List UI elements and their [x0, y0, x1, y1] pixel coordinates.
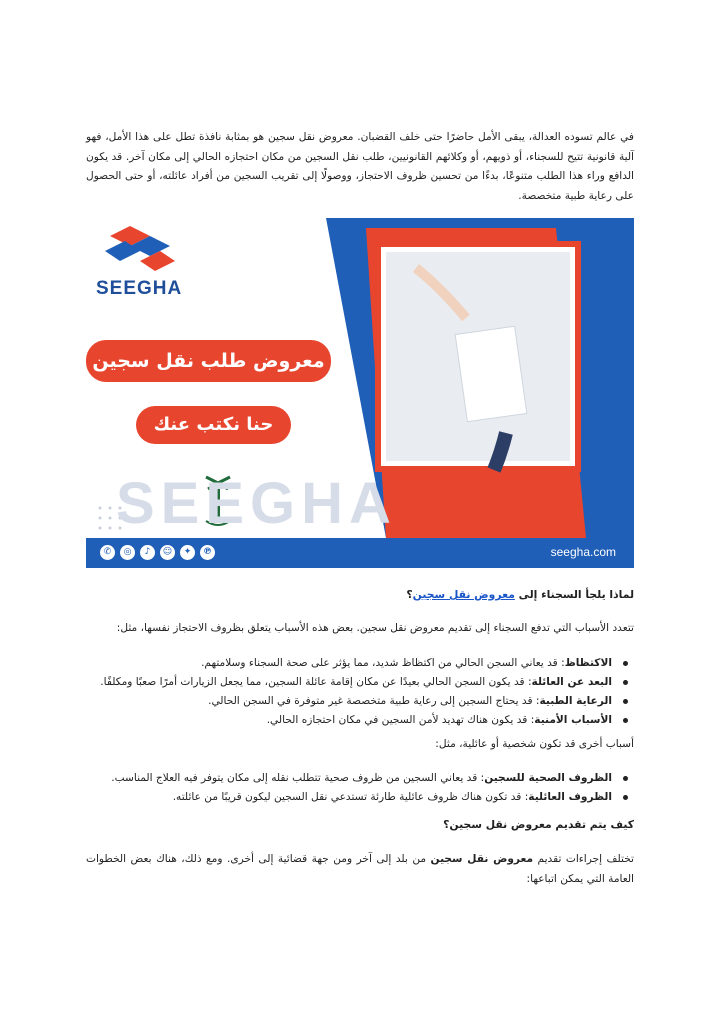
banner-headline: معروض طلب نقل سجين — [86, 340, 331, 382]
banner-footer — [86, 538, 634, 568]
pinterest-icon[interactable]: ℗ — [200, 545, 215, 560]
snapchat-icon[interactable]: ☺ — [160, 545, 175, 560]
list-item — [52, 692, 612, 711]
section1-intro: تتعدد الأسباب التي تدفع السجناء إلى تقديم معروض نقل سجين. بعض هذه الأسباب يتعلق بظروف الاحتجاز نفسها، مثل: — [116, 622, 634, 634]
list-item — [52, 673, 612, 692]
tiktok-icon[interactable]: ♪ — [140, 545, 155, 560]
text-after: من بلد إلى آخر ومن جهة قضائية إلى أخرى. ومع ذلك، هناك بعض الخطوات العامة التي يمكن اتباعها: — [86, 853, 634, 885]
brand-watermark: SEEGHA — [116, 471, 397, 536]
item-term: الاكتظاظ — [564, 657, 612, 669]
item-text: : قد يعاني السجن الحالي من اكتظاظ شديد، مما يؤثر على صحة السجناء وسلامتهم. — [201, 657, 565, 669]
heading-prefix: لماذا يلجأ السجناء إلى — [514, 588, 634, 601]
text-bold: معروض نقل سجين — [430, 853, 534, 865]
item-text: : قد يكون السجن الحالي بعيدًا عن مكان إقامة عائلة السجين، مما يجعل الزيارات أمرًا صعبًا ومكلفًا. — [100, 676, 532, 688]
item-term: الرعاية الطبية — [539, 695, 612, 707]
brand-logo-text: SEEGHA — [96, 278, 183, 299]
heading-link[interactable]: معروض نقل سجين — [412, 588, 515, 601]
list-item — [52, 654, 612, 673]
website-label: seegha.com — [550, 545, 616, 559]
heading-suffix: ؟ — [406, 588, 413, 601]
instagram-icon[interactable]: ◎ — [120, 545, 135, 560]
item-text: : قد تكون هناك ظروف عائلية طارئة تستدعي نقل السجين ليكون قريبًا من عائلته. — [172, 791, 529, 803]
section2-heading: كيف يتم تقديم معروض نقل سجين؟ — [443, 818, 634, 831]
twitter-icon[interactable]: ✦ — [180, 545, 195, 560]
list-item — [52, 711, 612, 730]
item-text: : قد يحتاج السجين إلى رعاية طبية متخصصة غير متوفرة في السجن الحالي. — [208, 695, 540, 707]
list-item — [52, 788, 612, 807]
other-reasons-list — [52, 769, 634, 807]
item-term: الظروف الصحية للسجين — [484, 772, 612, 784]
intro-paragraph: في عالم تسوده العدالة، يبقى الأمل حاضرًا حتى خلف القضبان. معروض نقل سجين هو بمثابة نافذة تطل على هذا الأمل، فهو آلية قانونية تتيح للسجناء، أو ذويهم، أو وكلائهم القانونيين، طلب نقل السجين من مكان احتجازه الحالي إلى مكان آخر. قد يكون الدافع وراء هذا الطلب متنوعًا، بدءًا من تحسين ظروف الاحتجاز، ووصولًا إلى تقريب السجين من أفراد عائلته، أو حتى الحصول على رعاية طبية متخصصة. — [86, 131, 634, 202]
item-term: الظروف العائلية — [528, 791, 612, 803]
item-term: الأسباب الأمنية — [534, 714, 612, 726]
banner-tagline: حنا نكتب عنك — [136, 406, 291, 444]
text-before: تختلف إجراءات تقديم — [533, 853, 634, 865]
social-icons — [100, 545, 215, 560]
whatsapp-icon[interactable]: ✆ — [100, 545, 115, 560]
item-term: البعد عن العائلة — [531, 676, 612, 688]
item-text: : قد يعاني السجين من ظروف صحية تتطلب نقله إلى مكان يتوفر فيه العلاج المناسب. — [111, 772, 485, 784]
section1-heading — [406, 588, 634, 601]
item-text: : قد يكون هناك تهديد لأمن السجين في مكان احتجازه الحالي. — [266, 714, 535, 726]
reasons-list — [52, 654, 634, 730]
section2-paragraph — [86, 850, 634, 889]
list-item — [52, 769, 612, 788]
other-reasons-intro: أسباب أخرى قد تكون شخصية أو عائلية، مثل: — [435, 738, 634, 750]
promo-banner — [86, 218, 634, 568]
